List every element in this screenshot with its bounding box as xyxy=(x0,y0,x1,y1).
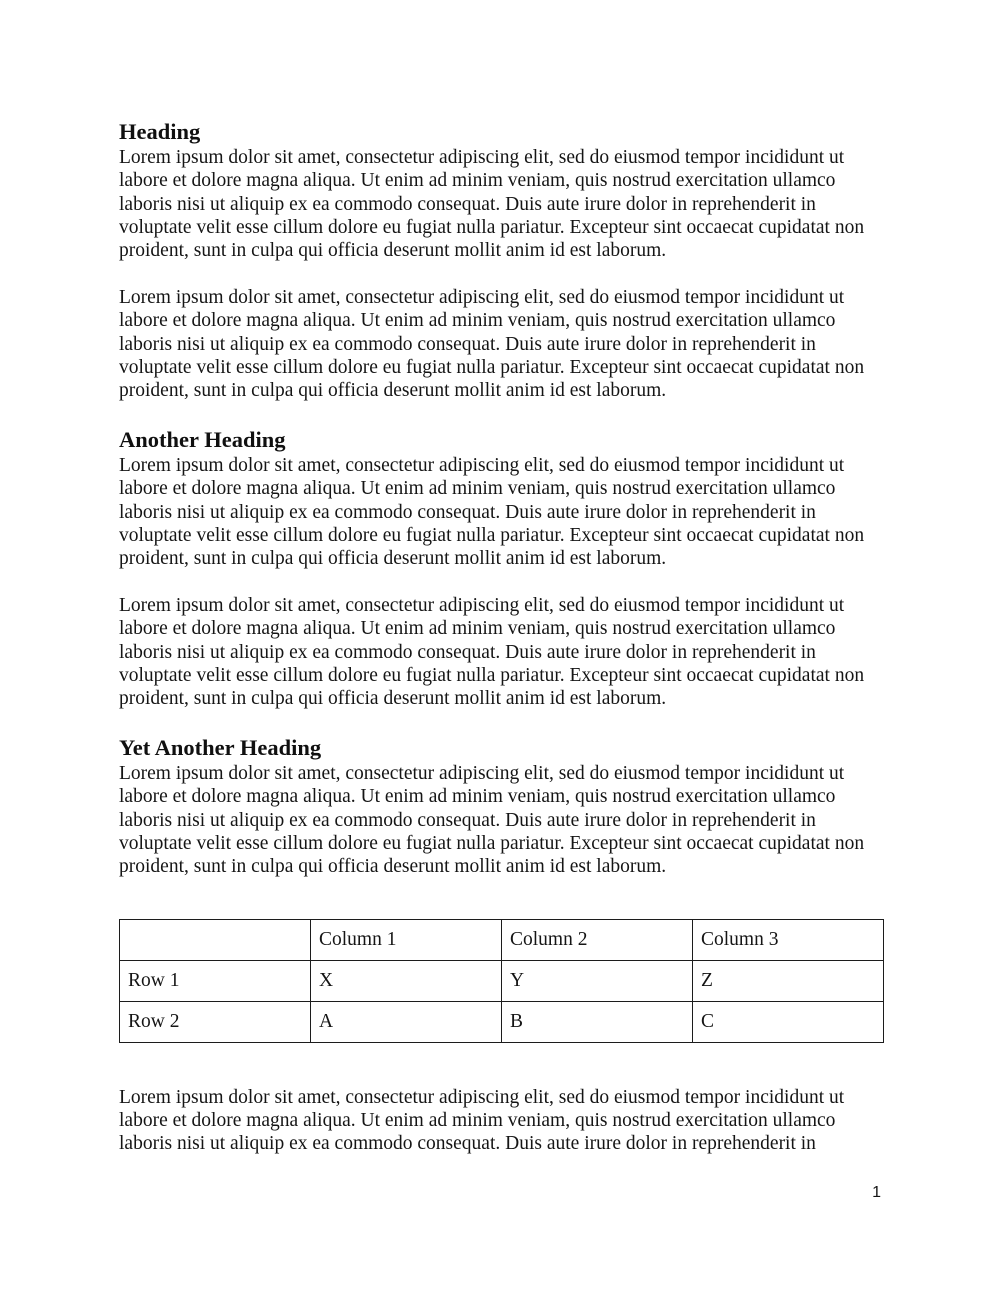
table-header-cell: Column 2 xyxy=(502,919,693,960)
paragraph-1: Lorem ipsum dolor sit amet, consectetur adipiscing elit, sed do eiusmod tempor incididunt ut labore et dolore magna aliqua. Ut enim ad minim veniam, quis nostrud exercitation ullamco laboris nisi ut aliquip ex ea commodo consequat. Duis aute irure dolor in reprehenderit in voluptate velit esse cillum dolore eu fugiat nulla pariatur. Excepteur sint occaecat cupidatat non proident, sunt in culpa qui officia deserunt mollit anim id est laborum. xyxy=(119,147,865,262)
table-row-label: Row 1 xyxy=(120,960,311,1001)
heading-3: Yet Another Heading xyxy=(119,734,322,760)
paragraph-3: Lorem ipsum dolor sit amet, consectetur adipiscing elit, sed do eiusmod tempor incididunt ut labore et dolore magna aliqua. Ut enim ad minim veniam, quis nostrud exercitation ullamco laboris nisi ut aliquip ex ea commodo consequat. Duis aute irure dolor in reprehenderit in voluptate velit esse cillum dolore eu fugiat nulla pariatur. Excepteur sint occaecat cupidatat non proident, sunt in culpa qui officia deserunt mollit anim id est laborum. xyxy=(119,454,865,570)
table-cell: Y xyxy=(502,960,693,1001)
paragraph-truncated: Lorem ipsum dolor sit amet, consectetur adipiscing elit, sed do eiusmod tempor incididunt ut labore et dolore magna aliqua. Ut enim ad minim veniam, quis nostrud exercitation ullamco laboris nisi ut aliquip ex ea commodo consequat. Duis aute irure dolor in reprehenderit in xyxy=(119,1086,845,1155)
table-row xyxy=(120,1001,884,1042)
table-cell: C xyxy=(693,1001,884,1042)
table-header-row xyxy=(120,919,884,960)
paragraph-5: Lorem ipsum dolor sit amet, consectetur adipiscing elit, sed do eiusmod tempor incididunt ut labore et dolore magna aliqua. Ut enim ad minim veniam, quis nostrud exercitation ullamco laboris nisi ut aliquip ex ea commodo consequat. Duis aute irure dolor in reprehenderit in voluptate velit esse cillum dolore eu fugiat nulla pariatur. Excepteur sint occaecat cupidatat non proident, sunt in culpa qui officia deserunt mollit anim id est laborum. xyxy=(119,762,865,878)
table-header-cell: Column 1 xyxy=(311,919,502,960)
table-cell: X xyxy=(311,960,502,1001)
paragraph-2: Lorem ipsum dolor sit amet, consectetur adipiscing elit, sed do eiusmod tempor incididunt ut labore et dolore magna aliqua. Ut enim ad minim veniam, quis nostrud exercitation ullamco laboris nisi ut aliquip ex ea commodo consequat. Duis aute irure dolor in reprehenderit in voluptate velit esse cillum dolore eu fugiat nulla pariatur. Excepteur sint occaecat cupidatat non proident, sunt in culpa qui officia deserunt mollit anim id est laborum. xyxy=(119,286,865,402)
heading-2: Another Heading xyxy=(119,426,286,452)
table-corner-cell xyxy=(120,919,311,960)
table-header-cell: Column 3 xyxy=(693,919,884,960)
table-cell: Z xyxy=(693,960,884,1001)
table-cell: B xyxy=(502,1001,693,1042)
table-cell: A xyxy=(311,1001,502,1042)
heading-1: Heading xyxy=(119,119,201,144)
paragraph-4: Lorem ipsum dolor sit amet, consectetur adipiscing elit, sed do eiusmod tempor incididunt ut labore et dolore magna aliqua. Ut enim ad minim veniam, quis nostrud exercitation ullamco laboris nisi ut aliquip ex ea commodo consequat. Duis aute irure dolor in reprehenderit in voluptate velit esse cillum dolore eu fugiat nulla pariatur. Excepteur sint occaecat cupidatat non proident, sunt in culpa qui officia deserunt mollit anim id est laborum. xyxy=(119,594,865,710)
page-number: 1 xyxy=(872,1184,881,1201)
table-row xyxy=(120,960,884,1001)
table-row-label: Row 2 xyxy=(120,1001,311,1042)
data-table xyxy=(119,919,884,1043)
